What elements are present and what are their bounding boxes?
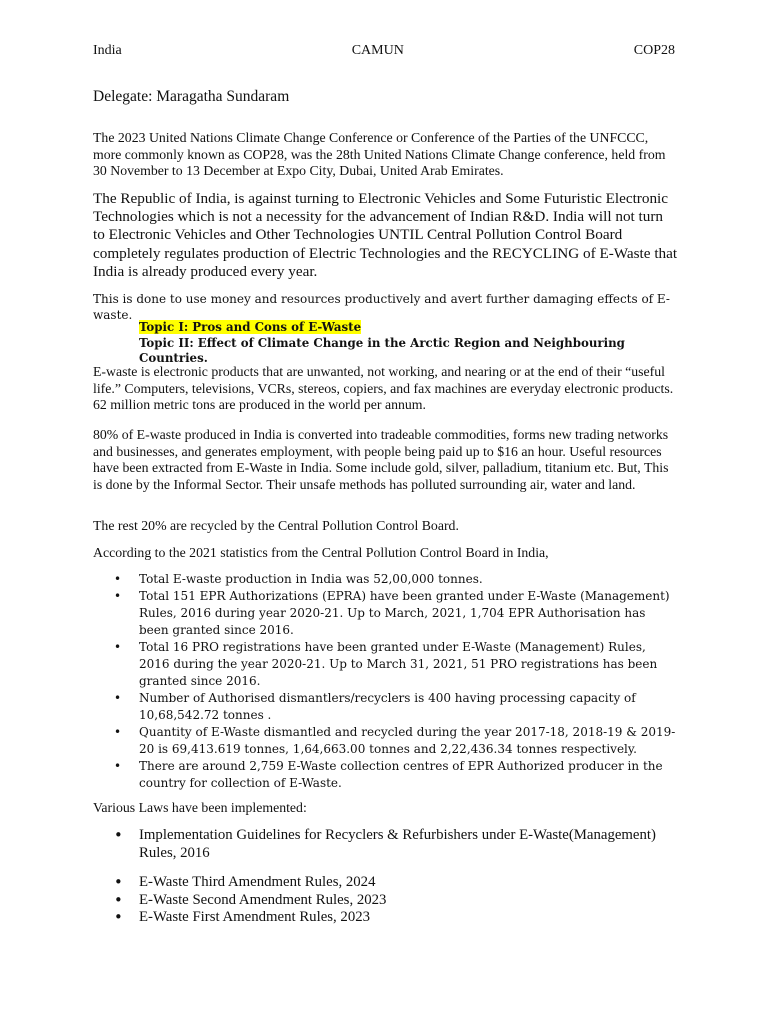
list-item: • E-Waste Third Amendment Rules, 2024 — [93, 874, 678, 892]
ewaste-definition-paragraph: E-waste is electronic products that are unwanted, not working, and nearing or at the end of their “useful life.” Computers, televisions, VCRs, stereos, copiers, and fax machines are everyday electronic products. 62 million metric tons are produced in the world per annum. — [93, 364, 674, 412]
laws-intro-paragraph: Various Laws have been implemented: — [93, 800, 307, 815]
list-item: • Implementation Guidelines for Recyclers & Refurbishers under E-Waste(Management) Rules, 2016 — [93, 827, 678, 862]
stats-intro-paragraph: According to the 2021 statistics from the Central Pollution Control Board in India, — [93, 545, 549, 560]
list-item: • Number of Authorised dismantlers/recyclers is 400 having processing capacity of 10,68,542.72 tonnes . — [93, 690, 678, 724]
list-item: • Quantity of E-Waste dismantled and recycled during the year 2017-18, 2018-19 & 2019-20 is 69,413.619 tonnes, 1,64,663.00 tonnes and 2,22,436.34 tonnes respectively. — [93, 724, 678, 758]
position-paragraph: The Republic of India, is against turning to Electronic Vehicles and Some Futuristic Electronic Technologies which is not a necessity for the advancement of Indian R&D. India will not turn to Electronic Vehicles and Other Technologies UNTIL Central Pollution Control Board completely regulates production of Electric Technologies and the RECYCLING of E-Waste that India is already produced every year. — [93, 190, 678, 280]
list-item: • E-Waste First Amendment Rules, 2023 — [93, 909, 678, 927]
list-item: • Total 16 PRO registrations have been granted under E-Waste (Management) Rules, 2016 during the year 2020-21. Up to March 31, 2021, 51 PRO registrations has been granted since 2016. — [93, 639, 678, 690]
list-item: • Total E-waste production in India was 52,00,000 tonnes. — [93, 571, 678, 588]
delegate-name: Delegate: Maragatha Sundaram — [93, 88, 290, 105]
list-item: • E-Waste Second Amendment Rules, 2023 — [93, 892, 678, 910]
laws-list — [93, 874, 678, 927]
topics-block — [139, 320, 679, 367]
laws-list-first — [93, 827, 678, 862]
ewaste-india-paragraph: 80% of E-waste produced in India is converted into tradeable commodities, forms new trading networks and businesses, and generates employment, with people being paid up to $16 an hour. Useful resources have been extracted from E-Waste in India. Some include gold, silver, palladium, titanium etc. But, This is done by the Informal Sector. Their unsafe methods has polluted surrounding air, water and land. — [93, 427, 669, 492]
purpose-paragraph: This is done to use money and resources productively and avert further damaging effects of E-waste. — [93, 292, 670, 322]
topic-one: Topic I: Pros and Cons of E-Waste — [139, 320, 362, 334]
page-header — [93, 43, 675, 59]
topic-two: Topic II: Effect of Climate Change in the Arctic Region and Neighbouring Countries. — [139, 335, 625, 365]
header-committee: COP28 — [633, 43, 675, 58]
statistics-list — [93, 571, 678, 792]
recycled-paragraph: The rest 20% are recycled by the Central Pollution Control Board. — [93, 518, 459, 533]
list-item: • Total 151 EPR Authorizations (EPRA) have been granted under E-Waste (Management) Rules, 2016 during year 2020-21. Up to March, 2021, 1,704 EPR Authorisation has been granted since 2016. — [93, 588, 678, 639]
list-item: • There are around 2,759 E-Waste collection centres of EPR Authorized producer in the country for collection of E-Waste. — [93, 758, 678, 792]
header-country: India — [93, 43, 122, 58]
header-conference: CAMUN — [351, 43, 404, 58]
intro-paragraph: The 2023 United Nations Climate Change Conference or Conference of the Parties of the UNFCCC, more commonly known as COP28, was the 28th United Nations Climate Change conference, held from 30 November to 13 December at Expo City, Dubai, United Arab Emirates. — [93, 130, 666, 178]
